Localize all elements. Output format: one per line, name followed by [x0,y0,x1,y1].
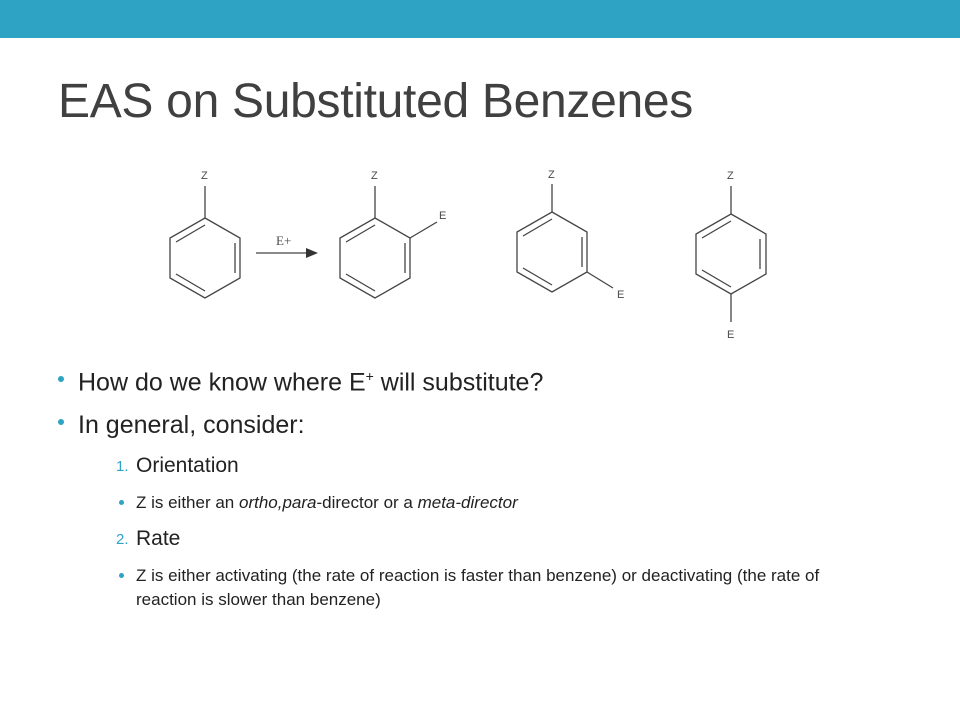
bullet-question [78,368,543,397]
sub-bullet-orientation [136,491,856,515]
z-label: Z [727,170,734,182]
list-item-orientation: Orientation [136,454,239,477]
reagent-label: E+ [276,233,292,248]
sub-bullet-text: -director or a [316,493,418,512]
superscript-plus: + [365,368,374,384]
e-label: E [727,329,735,341]
list-item-rate: Rate [136,527,181,550]
ortho-product-structure [340,186,437,298]
reaction-diagram [0,150,960,350]
sub-bullet-text: Z is either an [136,493,239,512]
bullet-text: In general, consider: [78,411,305,439]
slide-title: EAS on Substituted Benzenes [58,75,694,128]
sub-bullet-text-italic: meta-director [417,493,518,512]
list-number: 2. [116,531,129,548]
para-product-structure [696,186,766,322]
sub-bullet-text-italic: ortho,para [239,493,317,512]
bullet-text: How do we know where E [78,368,366,397]
e-label: E [617,289,625,301]
list-number: 1. [116,458,129,475]
sub-bullet-text: Z is either activating (the rate of reaction is faster than benzene) or deactivating (the rate of reaction is slower than benzene) [136,566,820,609]
e-label: E [439,210,447,222]
z-label: Z [201,170,208,182]
z-label: Z [371,170,378,182]
arrow-head [306,248,318,258]
bullet-dot [119,573,124,578]
top-accent-bar [0,0,960,38]
sub-bullet-rate [136,564,836,612]
bullet-dot [58,376,64,382]
bullet-dot [119,500,124,505]
meta-product-structure [517,184,613,292]
bullet-text: will substitute? [373,368,544,397]
z-label: Z [548,169,555,181]
bullet-consider [78,411,305,440]
benzene-z-structure [170,186,240,298]
bullet-dot [58,419,64,425]
